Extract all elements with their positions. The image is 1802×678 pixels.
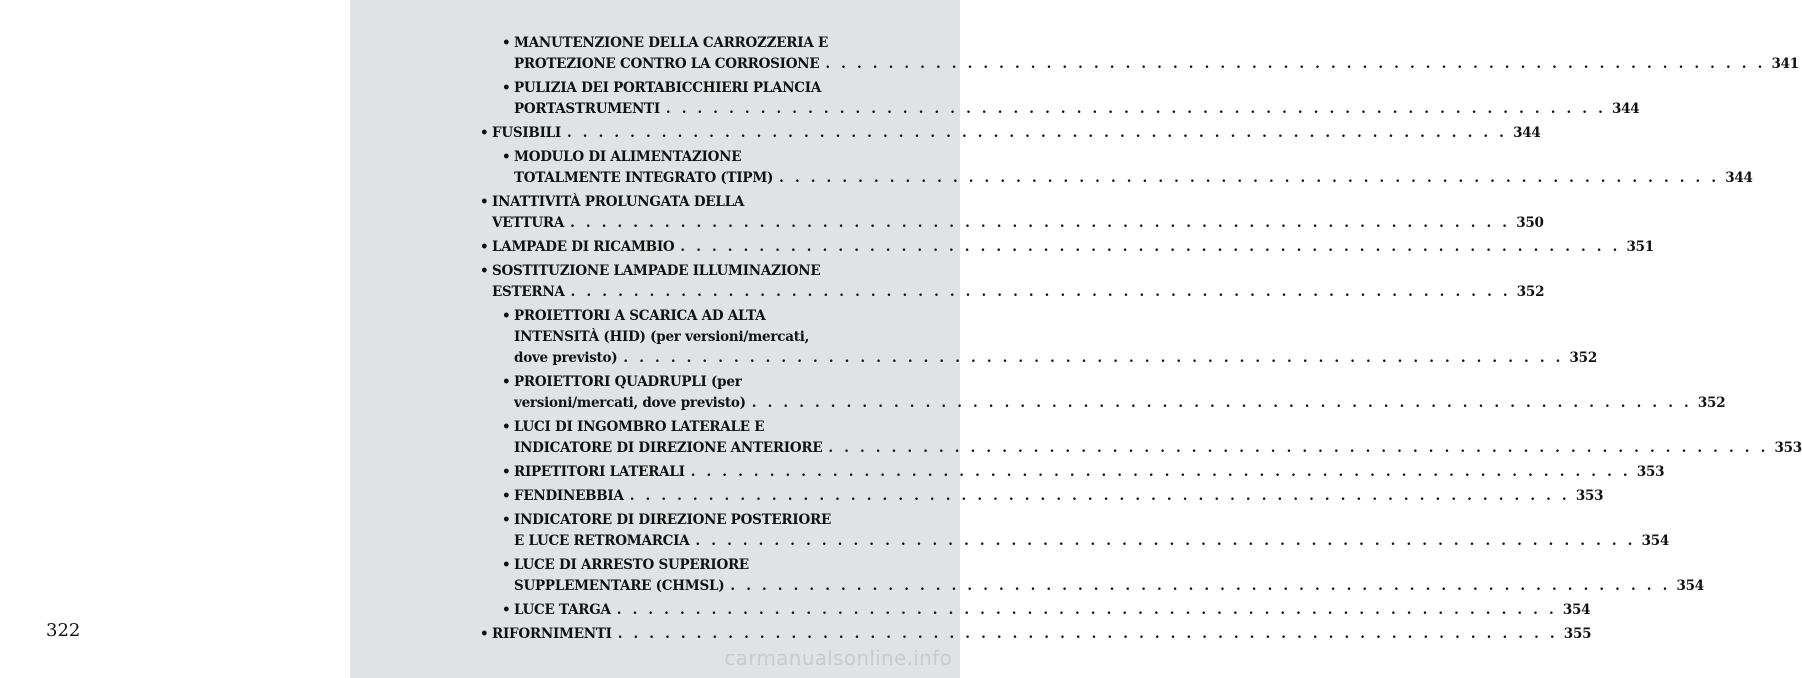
bullet-icon: •: [480, 194, 489, 210]
toc-entry[interactable]: [480, 192, 1544, 234]
bullet-icon: •: [480, 239, 489, 255]
toc-entry-line: E LUCE RETROMARCIA: [514, 533, 690, 549]
toc-page-number: 354: [1676, 578, 1704, 594]
toc-entry-line: PROTEZIONE CONTRO LA CORROSIONE: [514, 56, 820, 72]
bullet-icon: •: [502, 35, 511, 51]
toc-entry-title: [502, 600, 611, 621]
bullet-icon: •: [480, 263, 489, 279]
dot-leader: . . . . . . . . . . . . . . . . . . . . . . . . . . . . . . . . . . . . . . . . . . . . . . . . . . . . . . . . . . . .: [629, 488, 1570, 504]
toc-entry-line: VETTURA: [492, 215, 565, 231]
toc-entry-title: [502, 486, 624, 507]
toc-page-number: 341: [1771, 56, 1799, 72]
toc-entry-line: ESTERNA: [492, 284, 565, 300]
dot-leader: . . . . . . . . . . . . . . . . . . . . . . . . . . . . . . . . . . . . . . . . . . . . . . . . . . . . . . . . . . . .: [566, 125, 1508, 141]
toc-entry-title: [480, 123, 561, 144]
toc-entry-title: [502, 462, 685, 483]
toc-entry-title: [514, 99, 660, 120]
toc-page-number: 352: [1516, 284, 1545, 300]
dot-leader: . . . . . . . . . . . . . . . . . . . . . . . . . . . . . . . . . . . . . . . . . . . . . . . . . . . . . . . . . . . .: [730, 578, 1671, 594]
toc-page-number: 352: [1697, 395, 1726, 411]
toc-entry-line: RIPETITORI LATERALI: [514, 464, 685, 480]
toc-entry-line: • MANUTENZIONE DELLA CARROZZERIA E: [502, 33, 896, 54]
toc-entry-title: [514, 576, 724, 597]
toc-entry-title: [480, 237, 674, 258]
page-number: 322: [46, 620, 81, 641]
toc-entry-line: dove previsto): [514, 350, 618, 366]
toc-entry-line: • INDICATORE DI DIREZIONE POSTERIORE: [502, 510, 896, 531]
toc-page-number: 355: [1563, 626, 1592, 642]
bullet-icon: •: [502, 464, 511, 480]
toc-page-number: 354: [1562, 602, 1591, 618]
toc-entry-title: [514, 348, 617, 369]
toc-entry-line: • INATTIVITÀ PROLUNGATA DELLA: [480, 192, 896, 213]
toc-page-number: 352: [1569, 350, 1597, 366]
watermark: carmanualsonline.info: [724, 646, 952, 670]
toc-entry[interactable]: [480, 555, 1704, 597]
bullet-icon: •: [502, 602, 511, 618]
dot-leader: . . . . . . . . . . . . . . . . . . . . . . . . . . . . . . . . . . . . . . . . . . . . . . . . . . . . . . . . . . . .: [570, 284, 1511, 300]
toc-entry[interactable]: [480, 510, 1670, 552]
toc-entry-line: INDICATORE DI DIREZIONE ANTERIORE: [514, 440, 823, 456]
toc-page-number: 344: [1513, 125, 1541, 141]
toc-page-number: 344: [1612, 101, 1640, 117]
dot-leader: . . . . . . . . . . . . . . . . . . . . . . . . . . . . . . . . . . . . . . . . . . . . . . . . . . . . . . . . . . . .: [751, 395, 1692, 411]
toc-entry-line: • PROIETTORI QUADRUPLI (per: [502, 372, 896, 393]
toc-entry[interactable]: [480, 147, 1753, 189]
toc-page-number: 353: [1575, 488, 1604, 504]
toc-entry-line: SUPPLEMENTARE (CHMSL): [514, 578, 725, 594]
toc-entry-line: • LUCI DI INGOMBRO LATERALE E: [502, 417, 896, 438]
toc-entry-line: • PROIETTORI A SCARICA AD ALTA: [502, 306, 896, 327]
toc-entry-title: [514, 393, 746, 414]
toc-entry-line: FENDINEBBIA: [514, 488, 624, 504]
toc-entry[interactable]: [480, 261, 1545, 303]
toc-entry-title: [514, 438, 822, 459]
bullet-icon: •: [502, 308, 511, 324]
toc-page-number: 350: [1516, 215, 1544, 231]
toc-entry-line: LUCE TARGA: [514, 602, 611, 618]
toc-entry-title: [514, 54, 819, 75]
toc-entry[interactable]: [480, 600, 1591, 621]
toc-entry[interactable]: [480, 78, 1640, 120]
toc-entry-line: • PULIZIA DEI PORTABICCHIERI PLANCIA: [502, 78, 896, 99]
toc-entry-line: INTENSITÀ (HID) (per versioni/mercati,: [514, 329, 810, 345]
toc-page-number: 353: [1636, 464, 1665, 480]
bullet-icon: •: [502, 488, 511, 504]
toc-entry-line: • LUCE DI ARRESTO SUPERIORE: [502, 555, 896, 576]
dot-leader: . . . . . . . . . . . . . . . . . . . . . . . . . . . . . . . . . . . . . . . . . . . . . . . . . . . . . . . . . . . .: [623, 350, 1564, 366]
toc-entry-line: FUSIBILI: [492, 125, 561, 141]
bullet-icon: •: [502, 419, 511, 435]
toc-page-number: 344: [1725, 170, 1753, 186]
toc-entry[interactable]: [480, 462, 1665, 483]
dot-leader: . . . . . . . . . . . . . . . . . . . . . . . . . . . . . . . . . . . . . . . . . . . . . . . . . . . . . . . . . . . .: [828, 440, 1769, 456]
dot-leader: . . . . . . . . . . . . . . . . . . . . . . . . . . . . . . . . . . . . . . . . . . . . . . . . . . . . . . . . . . . .: [617, 626, 1558, 642]
toc-entry-line: • MODULO DI ALIMENTAZIONE: [502, 147, 896, 168]
toc-entry-line: PORTASTRUMENTI: [514, 101, 660, 117]
dot-leader: . . . . . . . . . . . . . . . . . . . . . . . . . . . . . . . . . . . . . . . . . . . . . . . . . . . . . . . . . . . .: [665, 101, 1607, 117]
toc-entry[interactable]: [480, 624, 1592, 645]
dot-leader: . . . . . . . . . . . . . . . . . . . . . . . . . . . . . . . . . . . . . . . . . . . . . . . . . . . . . . . . . . . .: [570, 215, 1511, 231]
dot-leader: . . . . . . . . . . . . . . . . . . . . . . . . . . . . . . . . . . . . . . . . . . . . . . . . . . . . . . . . . . . .: [695, 533, 1636, 549]
toc-entry-line: versioni/mercati, dove previsto): [514, 395, 746, 411]
toc-entry[interactable]: [480, 417, 1802, 459]
toc-entry[interactable]: [480, 306, 1597, 369]
bullet-icon: •: [480, 626, 489, 642]
dot-leader: . . . . . . . . . . . . . . . . . . . . . . . . . . . . . . . . . . . . . . . . . . . . . . . . . . . . . . . . . . . .: [779, 170, 1720, 186]
toc-entry-title: [514, 168, 773, 189]
dot-leader: . . . . . . . . . . . . . . . . . . . . . . . . . . . . . . . . . . . . . . . . . . . . . . . . . . . . . . . . . . . .: [616, 602, 1557, 618]
toc-entry-title: [492, 282, 565, 303]
toc-page-number: 351: [1626, 239, 1654, 255]
bullet-icon: •: [502, 374, 511, 390]
bullet-icon: •: [502, 149, 511, 165]
dot-leader: . . . . . . . . . . . . . . . . . . . . . . . . . . . . . . . . . . . . . . . . . . . . . . . . . . . . . . . . . . . .: [690, 464, 1631, 480]
bullet-icon: •: [480, 125, 489, 141]
toc-entry[interactable]: [480, 372, 1726, 414]
toc-entry-line: RIFORNIMENTI: [492, 626, 612, 642]
toc-page-number: 354: [1641, 533, 1670, 549]
toc-entry-line: • SOSTITUZIONE LAMPADE ILLUMINAZIONE: [480, 261, 896, 282]
toc-entry[interactable]: [480, 123, 1541, 144]
toc-entry-title: [492, 213, 564, 234]
toc-entry[interactable]: [480, 486, 1604, 507]
dot-leader: . . . . . . . . . . . . . . . . . . . . . . . . . . . . . . . . . . . . . . . . . . . . . . . . . . . . . . . . . . . .: [680, 239, 1621, 255]
toc-entry-title: [480, 624, 612, 645]
toc-entry[interactable]: [480, 237, 1654, 258]
dot-leader: . . . . . . . . . . . . . . . . . . . . . . . . . . . . . . . . . . . . . . . . . . . . . . . . . . . . . . . . . . . .: [825, 56, 1766, 72]
toc-page-number: 353: [1774, 440, 1802, 456]
bullet-icon: •: [502, 80, 511, 96]
toc-entry-line: LAMPADE DI RICAMBIO: [492, 239, 675, 255]
bullet-icon: •: [502, 512, 511, 528]
toc-entry-line: TOTALMENTE INTEGRATO (TIPM): [514, 170, 774, 186]
bullet-icon: •: [502, 557, 511, 573]
table-of-contents: [480, 33, 1802, 648]
toc-entry-title: [514, 531, 689, 552]
toc-entry[interactable]: [480, 33, 1799, 75]
